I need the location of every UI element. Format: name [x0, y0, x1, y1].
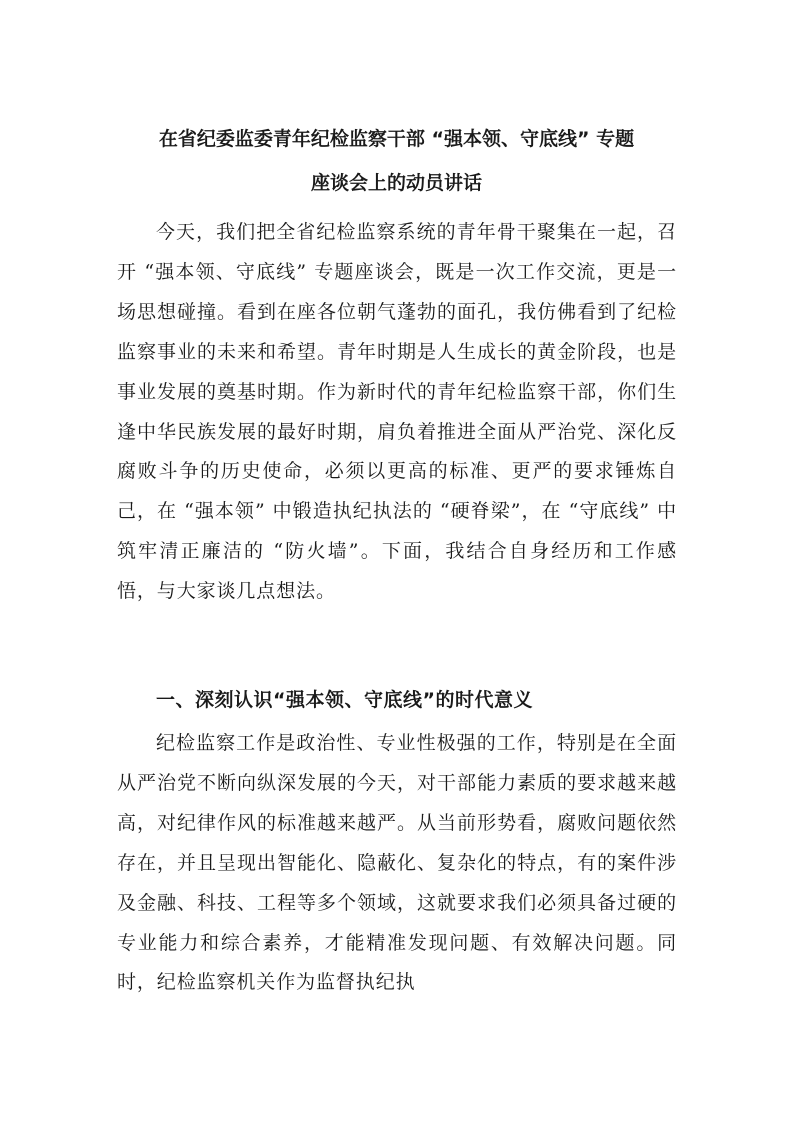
- document-title-line-2: 座谈会上的动员讲话: [310, 172, 482, 194]
- paragraph-intro: 今天，我们把全省纪检监察系统的青年骨干聚集在一起，召开 “强本领、守底线” 专题座谈会，既是一次工作交流，更是一场思想碰撞。看到在座各位朝气蓬勃的面孔，我仿佛看到了纪检监察事业的未来和希望。青年时期是人生成长的黄金阶段，也是事业发展的奠基时期。作为新时代的青年纪检监察干部，你们生逢中华民族发展的最好时期，肩负着推进全面从严治党、深化反腐败斗争的历史使命，必须以更高的标准、更严的要求锤炼自己，在 “强本领” 中锻造执纪执法的 “硬脊梁”，在 “守底线” 中筑牢清正廉洁的 “防火墙”。下面，我结合自身经历和工作感悟，与大家谈几点想法。: [117, 221, 677, 603]
- paragraph-section-1: 纪检监察工作是政治性、专业性极强的工作，特别是在全面从严治党不断向纵深发展的今天，对干部能力素质的要求越来越高，对纪律作风的标准越来越严。从当前形势看，腐败问题依然存在，并且呈现出智能化、隐蔽化、复杂化的特点，有的案件涉及金融、科技、工程等多个领域，这就要求我们必须具备过硬的专业能力和综合素养，才能精准发现问题、有效解决问题。同时，纪检监察机关作为监督执纪执: [117, 732, 677, 994]
- document-title-line-1: 在省纪委监委青年纪检监察干部 “强本领、守底线” 专题: [158, 128, 635, 150]
- section-heading-1: 一、深刻认识“强本领、守底线”的时代意义: [156, 689, 533, 711]
